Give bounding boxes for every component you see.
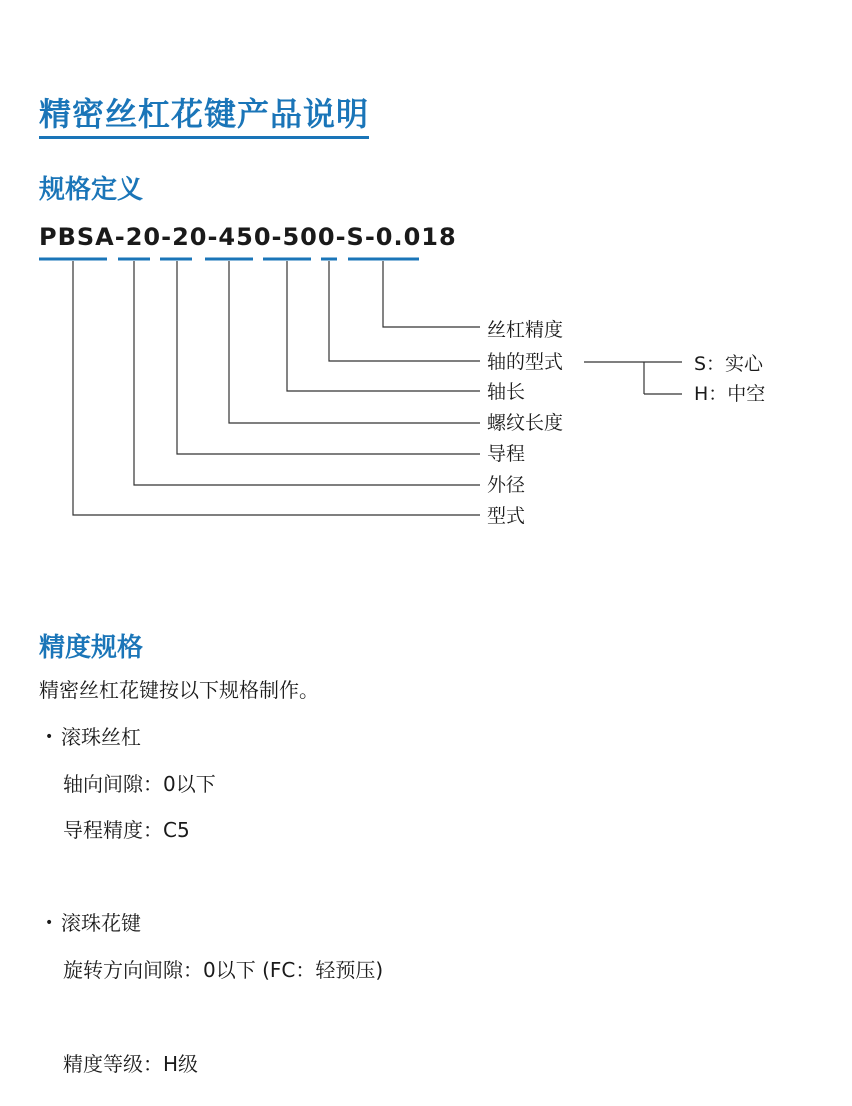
connector-lines <box>73 261 682 515</box>
page-title: 精密丝杠花键产品说明 <box>39 94 369 139</box>
label-model: 型式 <box>487 505 526 527</box>
connector-outer-diameter <box>134 261 480 485</box>
connector-precision <box>383 261 480 327</box>
ball-spline-precision-grade: 精度等级：H级 <box>63 1052 199 1076</box>
precision-heading: 精度规格 <box>39 633 144 663</box>
label-shaft-length: 轴长 <box>487 381 526 403</box>
connector-shaft-type <box>329 261 480 361</box>
bullet-ball-screw: • <box>45 729 54 745</box>
label-shaft-type: 轴的型式 <box>487 351 564 373</box>
option-solid: S：实心 <box>694 353 764 375</box>
ball-screw-axial-clearance: 轴向间隙：0以下 <box>63 772 216 796</box>
label-thread-length: 螺纹长度 <box>487 412 564 434</box>
option-hollow: H：中空 <box>694 383 766 405</box>
spec-code: PBSA-20-20-450-500-S-0.018 <box>39 223 457 251</box>
label-lead: 导程 <box>487 443 526 465</box>
ball-spline-name: 滚珠花键 <box>61 911 141 935</box>
spec-heading: 规格定义 <box>39 175 144 205</box>
label-outer-diameter: 外径 <box>487 474 526 496</box>
ball-screw-name: 滚珠丝杠 <box>61 725 141 749</box>
label-screw-precision: 丝杠精度 <box>487 319 564 341</box>
connector-thread-length <box>229 261 480 423</box>
precision-intro: 精密丝杠花键按以下规格制作。 <box>39 678 319 702</box>
ball-screw-lead-precision: 导程精度：C5 <box>63 818 190 842</box>
bullet-ball-spline: • <box>45 915 54 931</box>
ball-spline-rotational-clearance: 旋转方向间隙：0以下 (FC：轻预压) <box>63 958 384 982</box>
